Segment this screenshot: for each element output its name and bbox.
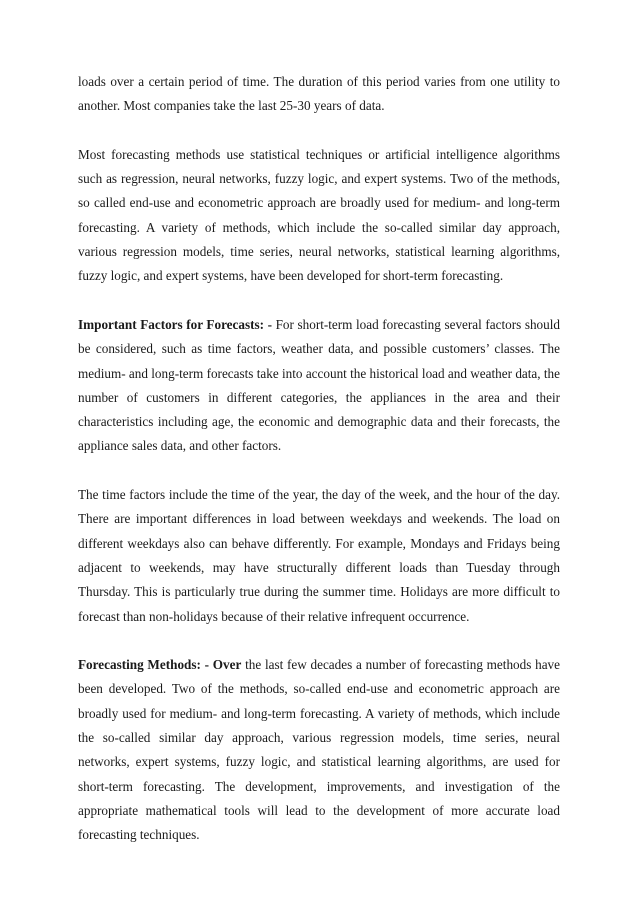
section-heading-forecasting-methods: Forecasting Methods: - Over <box>78 657 242 673</box>
paragraph-forecasting-methods-overview <box>78 143 560 289</box>
paragraph-text: the last few decades a number of forecasting methods have been developed. Two of the methods, so-called end-use and econometric approach are broadly used for medium- and long-term forecasting. A variety of methods, which include the so-called similar day approach, various regression models, time series, neural networks, expert systems, fuzzy logic, and statistical learning algorithms, are used for short-term forecasting. The development, improvements, and investigation of the appropriate mathematical tools will lead to the development of more accurate load forecasting techniques. <box>78 657 560 843</box>
document-page <box>78 70 560 848</box>
paragraph-important-factors <box>78 313 560 459</box>
paragraph-time-factors <box>78 483 560 629</box>
paragraph-text: Most forecasting methods use statistical techniques or artificial intelligence algorithms such as regression, neural networks, fuzzy logic, and expert systems. Two of the methods, so called end-use and econometric approach are broadly used for medium- and long-term forecasting. A variety of methods, which include the so-called similar day approach, various regression models, time series, neural networks, statistical learning algorithms, fuzzy logic, and expert systems, have been developed for short-term forecasting. <box>78 146 560 284</box>
paragraph-load-period <box>78 70 560 119</box>
section-heading-important-factors: Important Factors for Forecasts: - <box>78 316 273 332</box>
paragraph-text: The time factors include the time of the year, the day of the week, and the hour of the day. There are important differences in load between weekdays and weekends. The load on different weekdays also can behave differently. For example, Mondays and Fridays being adjacent to weekends, may have structurally different loads than Tuesday through Thursday. This is particularly true during the summer time. Holidays are more difficult to forecast than non-holidays because of their relative infrequent occurrence. <box>78 487 560 624</box>
paragraph-text: loads over a certain period of time. The duration of this period varies from one utility to another. Most companies take the last 25-30 years of data. <box>78 74 560 114</box>
paragraph-forecasting-methods <box>78 653 560 847</box>
paragraph-text: For short-term load forecasting several factors should be considered, such as time factors, weather data, and possible customers’ classes. The medium- and long-term forecasts take into account the historical load and weather data, the number of customers in different categories, the appliances in the area and their characteristics including age, the economic and demographic data and their forecasts, the appliance sales data, and other factors. <box>78 316 561 454</box>
